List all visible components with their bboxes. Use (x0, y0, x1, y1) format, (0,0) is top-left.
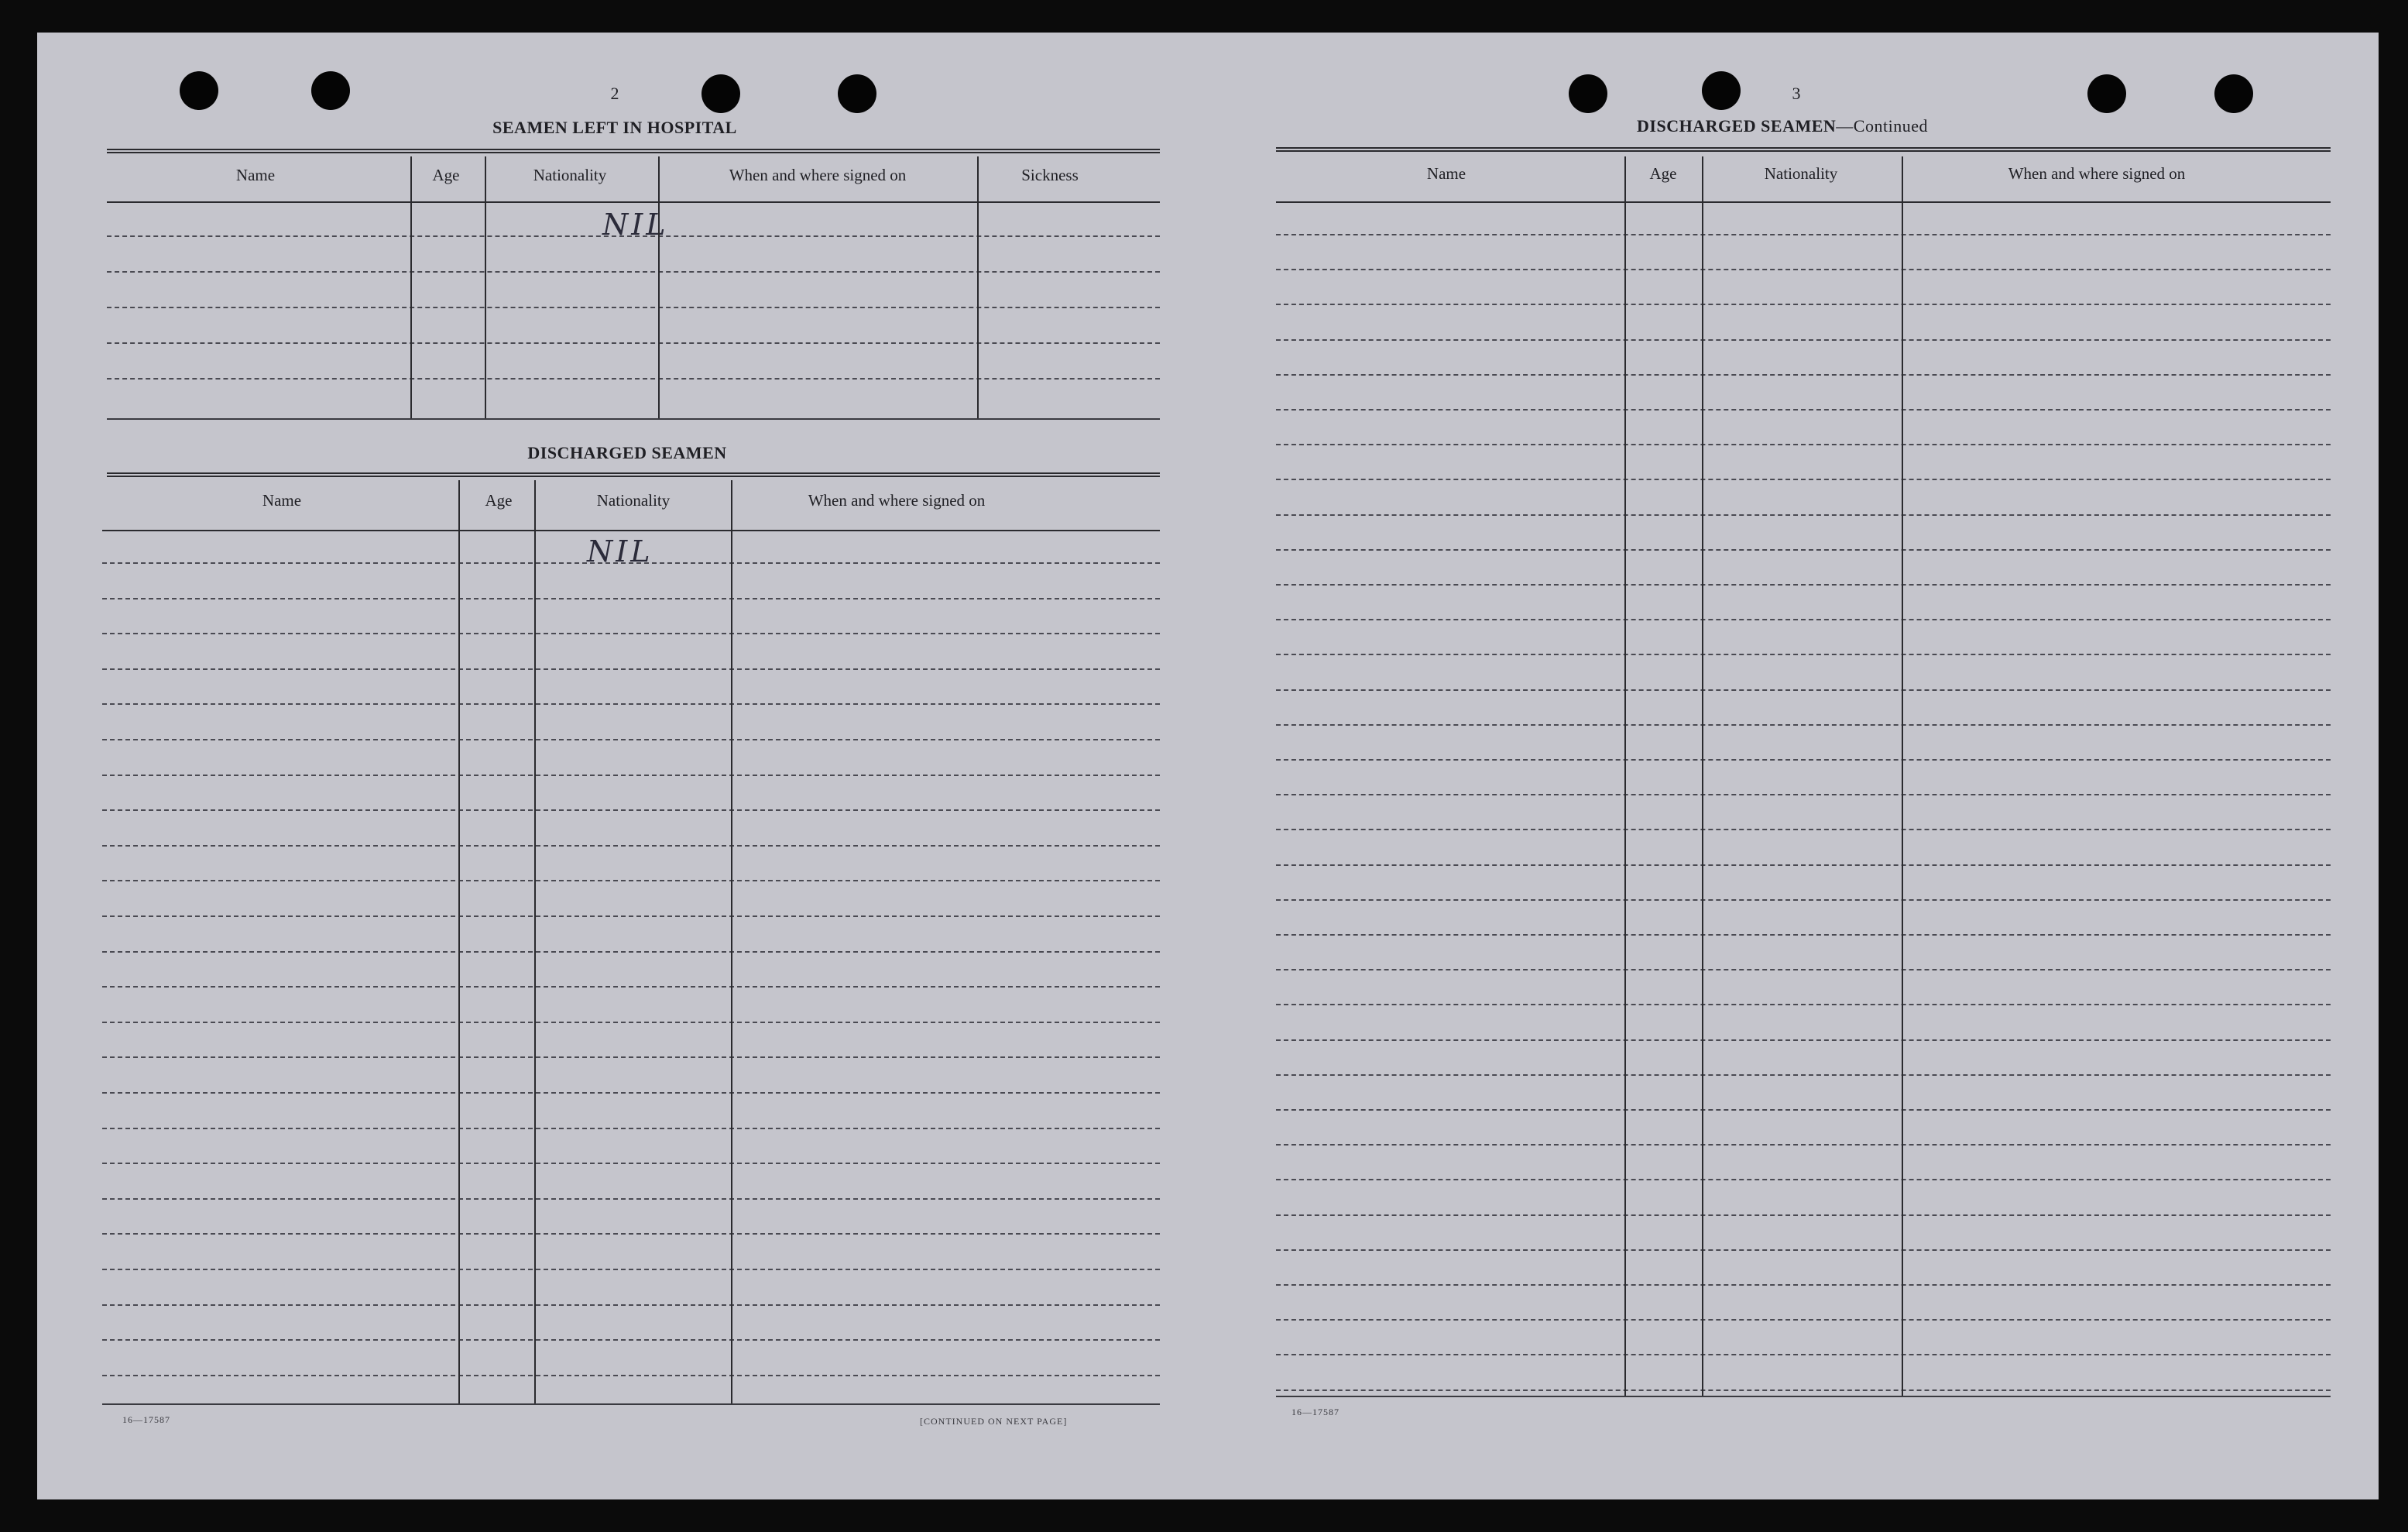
entry-row-line (1276, 1039, 2331, 1041)
punch-hole (2214, 74, 2253, 113)
entry-row-line (102, 1304, 1160, 1306)
column-divider (534, 480, 536, 1403)
entry-row-line (107, 271, 1160, 273)
entry-row-line (102, 775, 1160, 776)
entry-row-line (1276, 234, 2331, 235)
right-col-age: Age (1649, 164, 1677, 183)
discharged-col-signed-on: When and where signed on (808, 491, 986, 510)
entry-row-line (1276, 864, 2331, 866)
entry-row-line (1276, 1074, 2331, 1076)
entry-row-line (1276, 584, 2331, 586)
entry-row-line (102, 668, 1160, 670)
column-divider (410, 156, 412, 418)
entry-row-line (1276, 969, 2331, 970)
punch-hole (838, 74, 876, 113)
hospital-col-nationality: Nationality (533, 166, 607, 184)
entry-row-line (102, 1056, 1160, 1058)
entry-row-line (1276, 1319, 2331, 1321)
entry-row-line (1276, 899, 2331, 901)
entry-row-line (102, 703, 1160, 705)
entry-row-line (1276, 934, 2331, 936)
header-rule (107, 201, 1160, 203)
header-rule (102, 530, 1160, 531)
page-number-left: 2 (610, 84, 619, 103)
column-divider (658, 156, 660, 418)
entry-row-line (1276, 1354, 2331, 1355)
discharged-col-nationality: Nationality (596, 491, 671, 510)
punch-hole (311, 71, 350, 110)
discharged-col-name: Name (262, 491, 302, 510)
right-section-title-main: DISCHARGED SEAMEN (1637, 116, 1837, 136)
hospital-nil-entry: NIL (602, 208, 669, 242)
entry-row-line (102, 915, 1160, 917)
column-divider (977, 156, 979, 418)
punch-hole (2087, 74, 2126, 113)
entry-row-line (107, 342, 1160, 344)
discharged-col-age: Age (485, 491, 513, 510)
entry-row-line (102, 880, 1160, 881)
entry-row-line (1276, 654, 2331, 655)
hospital-top-rule (107, 149, 1160, 153)
entry-row-line (102, 1339, 1160, 1341)
column-divider (458, 480, 460, 1403)
entry-row-line (107, 378, 1160, 380)
entry-row-line (102, 633, 1160, 634)
entry-row-line (102, 1198, 1160, 1200)
entry-row-line (102, 809, 1160, 811)
entry-row-line (102, 1128, 1160, 1129)
punch-hole (1702, 71, 1741, 110)
entry-row-line (1276, 724, 2331, 726)
form-number-left: 16—17587 (122, 1414, 170, 1425)
entry-row-line (102, 1022, 1160, 1023)
entry-row-line (1276, 1389, 2331, 1391)
continued-note: [CONTINUED ON NEXT PAGE] (920, 1416, 1068, 1427)
entry-row-line (1276, 374, 2331, 376)
discharged-top-rule (107, 472, 1160, 477)
entry-row-line (102, 1092, 1160, 1094)
entry-row-line (102, 845, 1160, 847)
entry-row-line (102, 1163, 1160, 1164)
entry-row-line (1276, 514, 2331, 516)
discharged-nil-entry: NIL (587, 534, 653, 568)
column-divider (1624, 156, 1626, 1396)
entry-row-line (102, 739, 1160, 740)
entry-row-line (1276, 1109, 2331, 1111)
entry-row-line (102, 562, 1160, 564)
right-section-title-continued: —Continued (1836, 116, 1928, 136)
form-number-right: 16—17587 (1291, 1407, 1339, 1417)
entry-row-line (1276, 549, 2331, 551)
page-number-right: 3 (1792, 84, 1801, 103)
table-bottom-rule (1276, 1396, 2331, 1397)
entry-row-line (1276, 1179, 2331, 1180)
entry-row-line (102, 1233, 1160, 1235)
entry-row-line (107, 235, 1160, 237)
header-rule (1276, 201, 2331, 203)
entry-row-line (1276, 1284, 2331, 1286)
entry-row-line (1276, 619, 2331, 620)
entry-row-line (1276, 829, 2331, 830)
entry-row-line (102, 951, 1160, 953)
entry-row-line (1276, 1249, 2331, 1251)
hospital-col-age: Age (432, 166, 460, 184)
discharged-section-title: DISCHARGED SEAMEN (527, 443, 727, 462)
entry-row-line (102, 986, 1160, 988)
entry-row-line (1276, 479, 2331, 480)
entry-row-line (102, 1375, 1160, 1376)
entry-row-line (102, 598, 1160, 599)
entry-row-line (1276, 339, 2331, 341)
hospital-col-signed-on: When and where signed on (729, 166, 907, 184)
entry-row-line (1276, 409, 2331, 410)
entry-row-line (1276, 1214, 2331, 1216)
entry-row-line (1276, 759, 2331, 761)
entry-row-line (1276, 794, 2331, 795)
entry-row-line (1276, 1144, 2331, 1146)
table-bottom-rule (102, 1403, 1160, 1405)
column-divider (1702, 156, 1703, 1396)
column-divider (1902, 156, 1903, 1396)
column-divider (485, 156, 486, 418)
hospital-col-name: Name (235, 166, 276, 184)
entry-row-line (1276, 689, 2331, 691)
right-col-name: Name (1426, 164, 1466, 183)
right-col-signed-on: When and where signed on (2008, 164, 2186, 183)
column-divider (731, 480, 732, 1403)
punch-hole (701, 74, 740, 113)
entry-row-line (107, 307, 1160, 308)
entry-row-line (1276, 269, 2331, 270)
table-bottom-rule (107, 418, 1160, 420)
punch-hole (180, 71, 218, 110)
entry-row-line (1276, 1004, 2331, 1005)
right-top-rule (1276, 147, 2331, 152)
right-col-nationality: Nationality (1764, 164, 1838, 183)
entry-row-line (1276, 304, 2331, 305)
hospital-section-title: SEAMEN LEFT IN HOSPITAL (492, 118, 737, 137)
right-section-title (1637, 116, 1928, 136)
hospital-col-sickness: Sickness (1021, 166, 1079, 184)
document-sheet (37, 33, 2379, 1499)
entry-row-line (1276, 444, 2331, 445)
entry-row-line (102, 1269, 1160, 1270)
punch-hole (1569, 74, 1607, 113)
